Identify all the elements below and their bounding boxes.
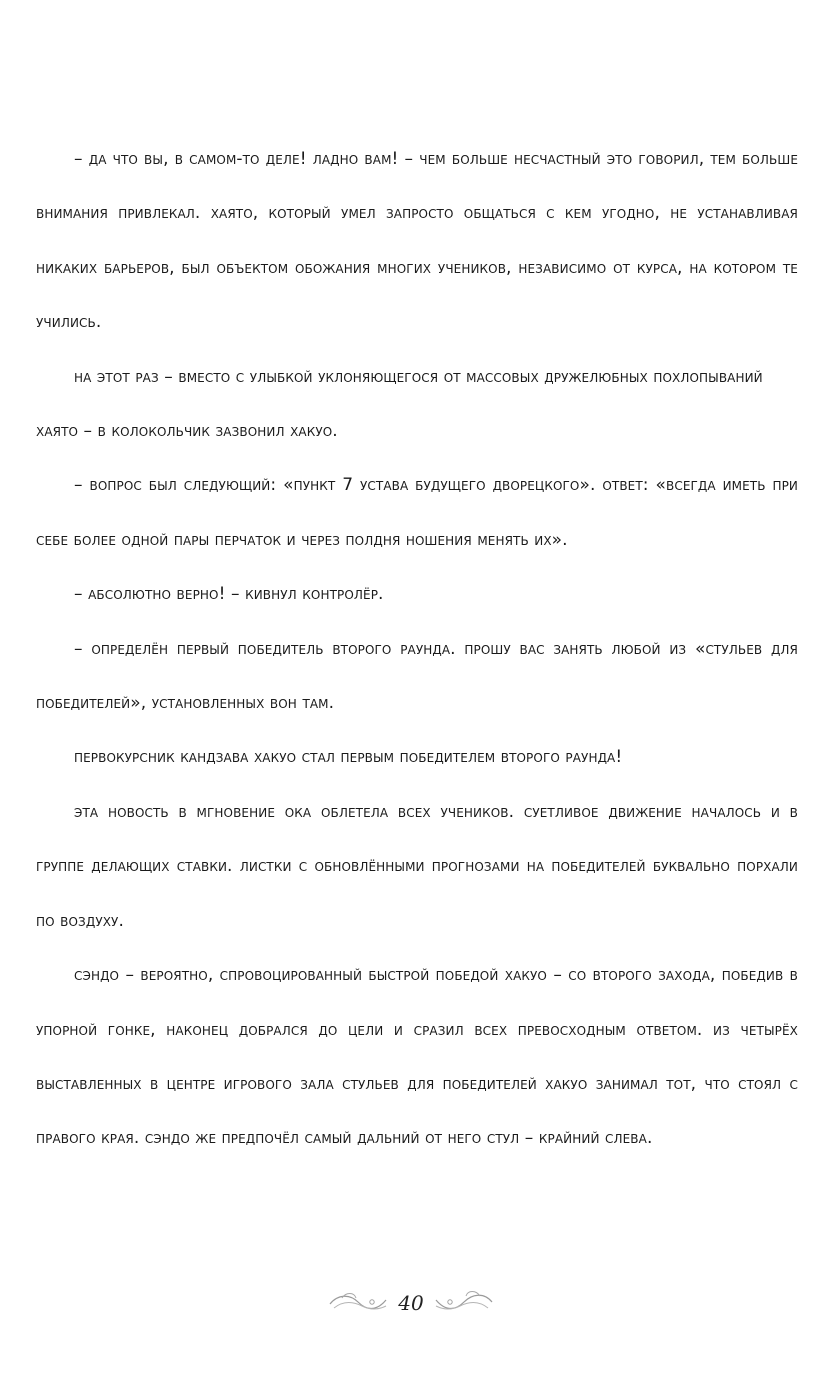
paragraph: – да что вы, в самом-то деле! ладно вам! – чем больше несчастный это говорил, тем больше внимания привлекал. хаято, который умел запросто общаться с кем угодно, не устанавливая никаких барьеров, был объектом обожания многих учеников, независимо от курса, на котором те учились.: [36, 149, 798, 333]
paragraph: – определён первый победитель второго раунда. прошу вас занять любой из «стульев для победителей», установленных вон там.: [36, 638, 798, 714]
left-flourish-icon: [328, 1288, 388, 1318]
paragraph: – абсолютно верно! – кивнул контролёр.: [74, 584, 384, 605]
flourish-ornament: [328, 1288, 493, 1318]
paragraph: на этот раз – вместо с улыбкой уклоняющегося от массовых дружелюбных похлопываний хаято – в колокольчик зазвонил хакуо.: [36, 366, 763, 442]
paragraph: эта новость в мгновение ока облетела всех учеников. суетливое движение началось и в группе делающих ставки. листки с обновлёнными прогнозами на победителей буквально порхали по воздуху.: [36, 801, 798, 931]
body-text: [36, 132, 798, 1166]
page-footer: [0, 1278, 822, 1328]
right-flourish-icon: [434, 1288, 494, 1318]
paragraph: сэндо – вероятно, спровоцированный быстрой победой хакуо – со второго захода, победив в упорной гонке, наконец добрался до цели и сразил всех превосходным ответом. из четырёх выставленных в центре игрового зала стульев для победителей хакуо занимал тот, что стоял с правого края. сэндо же предпочёл самый дальний от него стул – крайний слева.: [36, 965, 798, 1149]
paragraph: первокурсник кандзава хакуо стал первым победителем второго раунда!: [74, 747, 623, 768]
page-number: 40: [398, 1291, 424, 1315]
paragraph: – вопрос был следующий: «пункт 7 устава будущего дворецкого». ответ: «всегда иметь при себе более одной пары перчаток и через полдня ношения менять их».: [36, 475, 798, 550]
